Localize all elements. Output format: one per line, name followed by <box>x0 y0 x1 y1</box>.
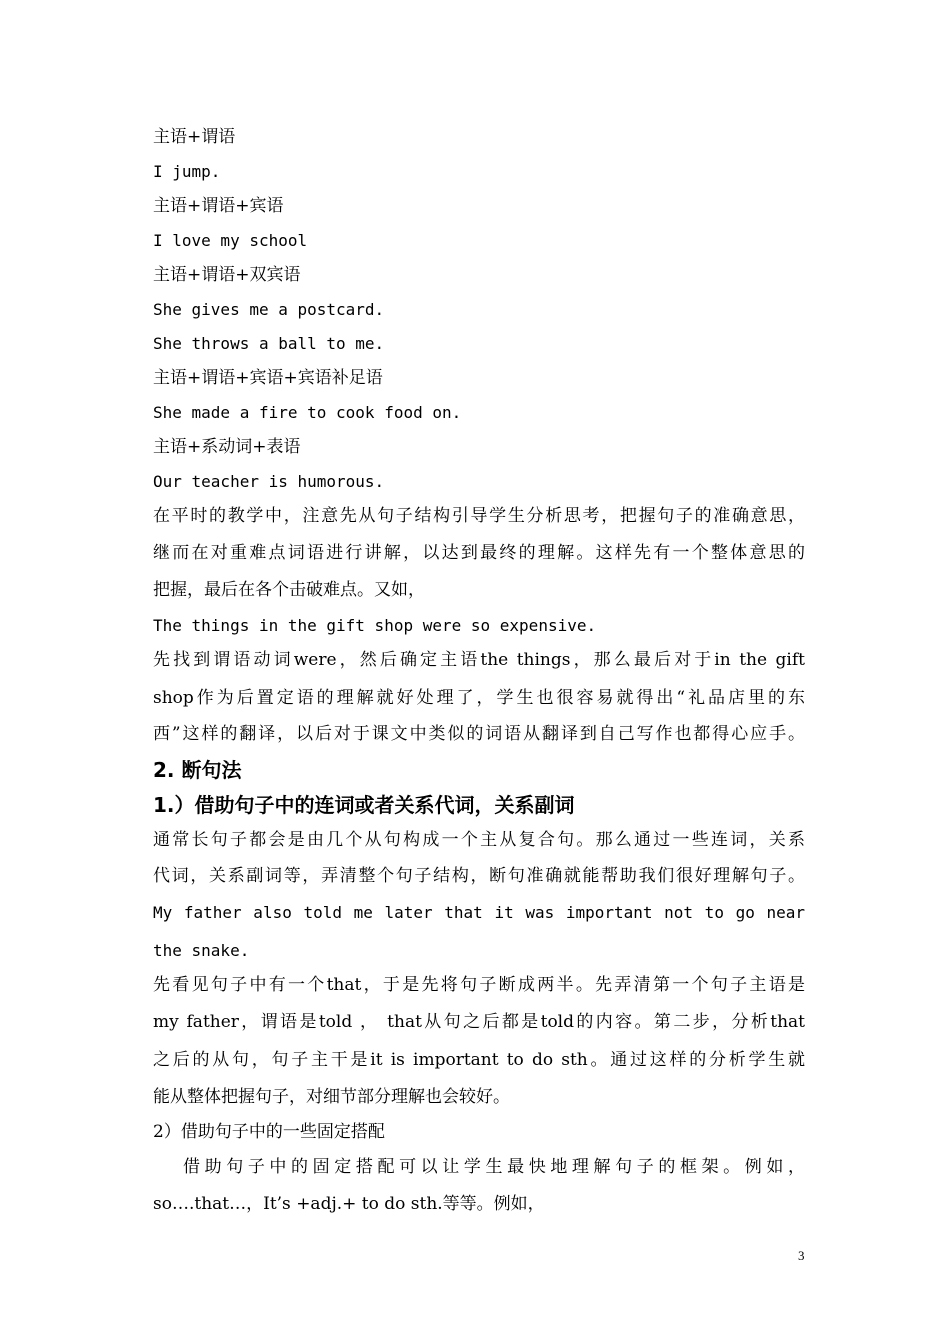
line-7: She throws a ball to me. <box>153 334 385 353</box>
line-4: I love my school <box>153 231 308 250</box>
line-2: I jump. <box>153 162 221 181</box>
line-26: my father，谓语是told ， that从句之后都是told的内容。第二步，分析that <box>153 1012 805 1032</box>
subheading-1: 1.）借助句子中的连词或者关系代词，关系副词 <box>153 793 575 817</box>
line-5: 主语+谓语+双宾语 <box>153 265 301 285</box>
line-16: 先找到谓语动词were，然后确定主语the things，那么最后对于in the gift <box>153 650 805 670</box>
line-10: 主语+系动词+表语 <box>153 437 301 457</box>
line-9: She made a fire to cook food on. <box>153 403 462 422</box>
line-24: the snake. <box>153 941 250 960</box>
line-1: 主语+谓语 <box>153 127 236 147</box>
line-3: 主语+谓语+宾语 <box>153 196 284 216</box>
line-31: so….that…，It’s +adj.+ to do sth.等等。例如， <box>153 1194 545 1214</box>
section-heading-2: 2. 断句法 <box>153 758 242 782</box>
line-25: 先看见句子中有一个that，于是先将句子断成两半。先弄清第一个句子主语是 <box>153 975 805 995</box>
line-13: 继而在对重难点词语进行讲解，以达到最终的理解。这样先有一个整体意思的 <box>153 543 805 563</box>
line-12: 在平时的教学中，注意先从句子结构引导学生分析思考，把握句子的准确意思， <box>153 506 805 526</box>
page-number: 3 <box>798 1248 805 1263</box>
line-6: She gives me a postcard. <box>153 300 385 319</box>
line-14: 把握，最后在各个击破难点。又如， <box>153 580 425 600</box>
subheading-2: 2）借助句子中的一些固定搭配 <box>153 1122 385 1142</box>
line-18: 西”这样的翻译，以后对于课文中类似的词语从翻译到自己写作也都得心应手。 <box>153 724 805 744</box>
line-11: Our teacher is humorous. <box>153 472 385 491</box>
line-17: shop作为后置定语的理解就好处理了，学生也很容易就得出“礼品店里的东 <box>153 688 805 708</box>
line-22: 代词，关系副词等，弄清整个句子结构，断句准确就能帮助我们很好理解句子。 <box>153 866 805 886</box>
line-28: 能从整体把握句子，对细节部分理解也会较好。 <box>153 1087 510 1107</box>
line-21: 通常长句子都会是由几个从句构成一个主从复合句。那么通过一些连词，关系 <box>153 830 805 850</box>
line-27: 之后的从句，句子主干是it is important to do sth。通过这样的分析学生就 <box>153 1050 805 1070</box>
line-15: The things in the gift shop were so expensive. <box>153 616 597 635</box>
line-23: My father also told me later that it was important not to go near <box>153 903 805 922</box>
line-8: 主语+谓语+宾语+宾语补足语 <box>153 368 383 388</box>
line-30: 借助句子中的固定搭配可以让学生最快地理解句子的框架。例如， <box>183 1157 805 1177</box>
